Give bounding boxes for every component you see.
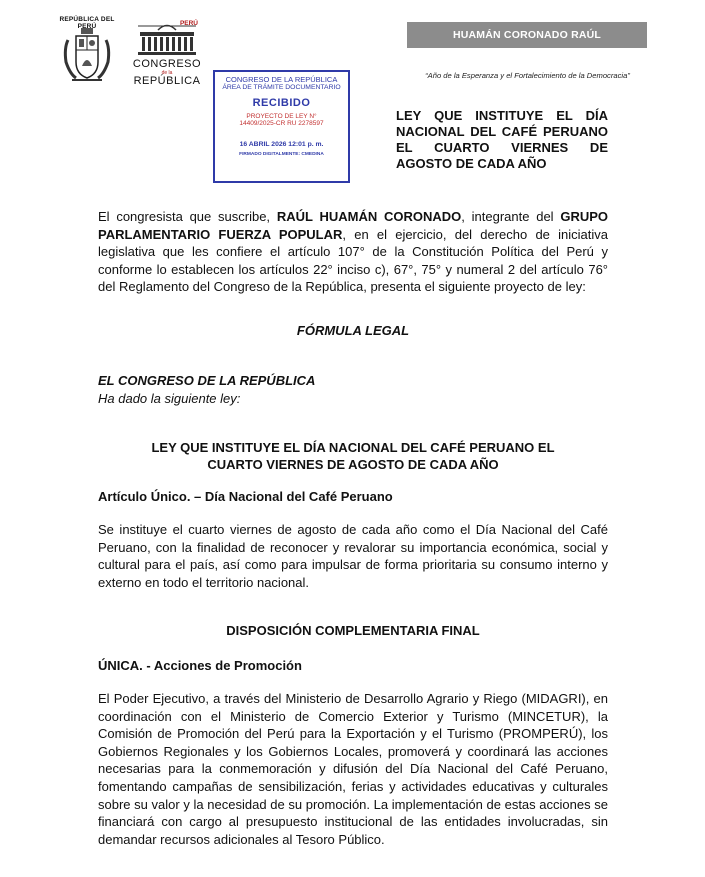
intro-author: RAÚL HUAMÁN CORONADO [276,209,462,224]
republica-wordmark: REPÚBLICA [133,75,201,87]
intro-group: GRUPO PARLAMENTARIO FUERZA POPULAR [98,209,609,242]
stamp-project-number: 14409/2025-CR RU 2278597 [239,120,324,127]
congreso-logo [132,20,202,90]
disposition-heading: DISPOSICIÓN COMPLEMENTARIA FINAL [226,623,480,638]
intro-text-1: El congresista que suscribe, [98,209,277,224]
disposition-subheading: ÚNICA. - Acciones de Promoción [98,658,302,673]
coat-of-arms-logo [60,18,114,88]
stamp-signature: FIRMADO DIGITALMENTE: CMEDINA [239,152,324,157]
intro-paragraph [98,208,608,296]
stamp-status: RECIBIDO [252,97,311,109]
disposition-text: El Poder Ejecutivo, a través del Ministerio de Desarrollo Agrario y Riego (MIDAGRI), en coordinación con el Ministerio de Comercio Exterior y Turismo (MINCETUR), la Comisión de Promoción del Perú para la Exportación y el Turismo (PROMPERÚ), los Gobiernos Regionales y los Gobiernos Locales, promoverá y coordinará las acciones necesarias para la conmemoración y difusión del Día Nacional del Café Peruano, fomentando campañas de sensibilización, ferias y actividades educativas y culturales sobre su valor y la necesidad de su promoción. La implementación de estas acciones se financiará con cargo al presupuesto institucional de las entidades involucradas, sin demandar recursos adicionales al Tesoro Público. [98,691,608,847]
reception-stamp [213,70,350,183]
article-heading: Artículo Único. – Día Nacional del Café Peruano [98,489,393,504]
bill-title: LEY QUE INSTITUYE EL DÍA NACIONAL DEL CAFÉ PERUANO EL CUARTO VIERNES DE AGOSTO DE CADA AÑO [396,108,608,171]
congreso-peru-label: PERÚ [179,20,198,27]
formula-heading: FÓRMULA LEGAL [296,323,410,338]
intro-text-2: , integrante del [461,209,561,224]
stamp-datetime: 16 ABRIL 2026 12:01 p. m. [239,141,324,148]
enactment-line-2: Ha dado la siguiente ley: [98,391,241,406]
article-text: Se instituye el cuarto viernes de agosto de cada año como el Día Nacional del Café Peruano, con la finalidad de reconocer y revalorar su importancia económica, social y cultural para el país, así como para impulsar de forma prioritaria su consumo interno y externo en todo el territorio nacional. [98,522,608,590]
intro-text-3: , en el ejercicio, del derecho de iniciativa legislativa que les confiere el artículo 107° de la Constitución Política del Perú y conforme lo establecen los artículos 22° inciso c), 67°, 75° y numeral 2 del artículo 76° del Reglamento del Congreso de la República, presenta el siguiente proyecto de ley: [98,226,608,295]
congreso-de-la: de la [161,70,173,76]
author-header-box: HUAMÁN CORONADO RAÚL [407,22,647,48]
stamp-institution: CONGRESO DE LA REPÚBLICA [225,75,338,84]
coat-label: REPÚBLICA DEL PERÚ [59,16,115,30]
law-title-line-2: CUARTO VIERNES DE AGOSTO DE CADA AÑO [207,457,499,472]
stamp-area: ÁREA DE TRÁMITE DOCUMENTARIO [222,84,341,91]
year-motto: “Año de la Esperanza y el Fortalecimiento de la Democracia” [425,71,630,80]
stamp-project-label: PROYECTO DE LEY N° [246,113,317,120]
law-title-line-1: LEY QUE INSTITUYE EL DÍA NACIONAL DEL CAFÉ PERUANO EL [151,440,555,455]
enactment-line-1: EL CONGRESO DE LA REPÚBLICA [98,373,316,388]
congreso-wordmark: CONGRESO [132,58,202,70]
